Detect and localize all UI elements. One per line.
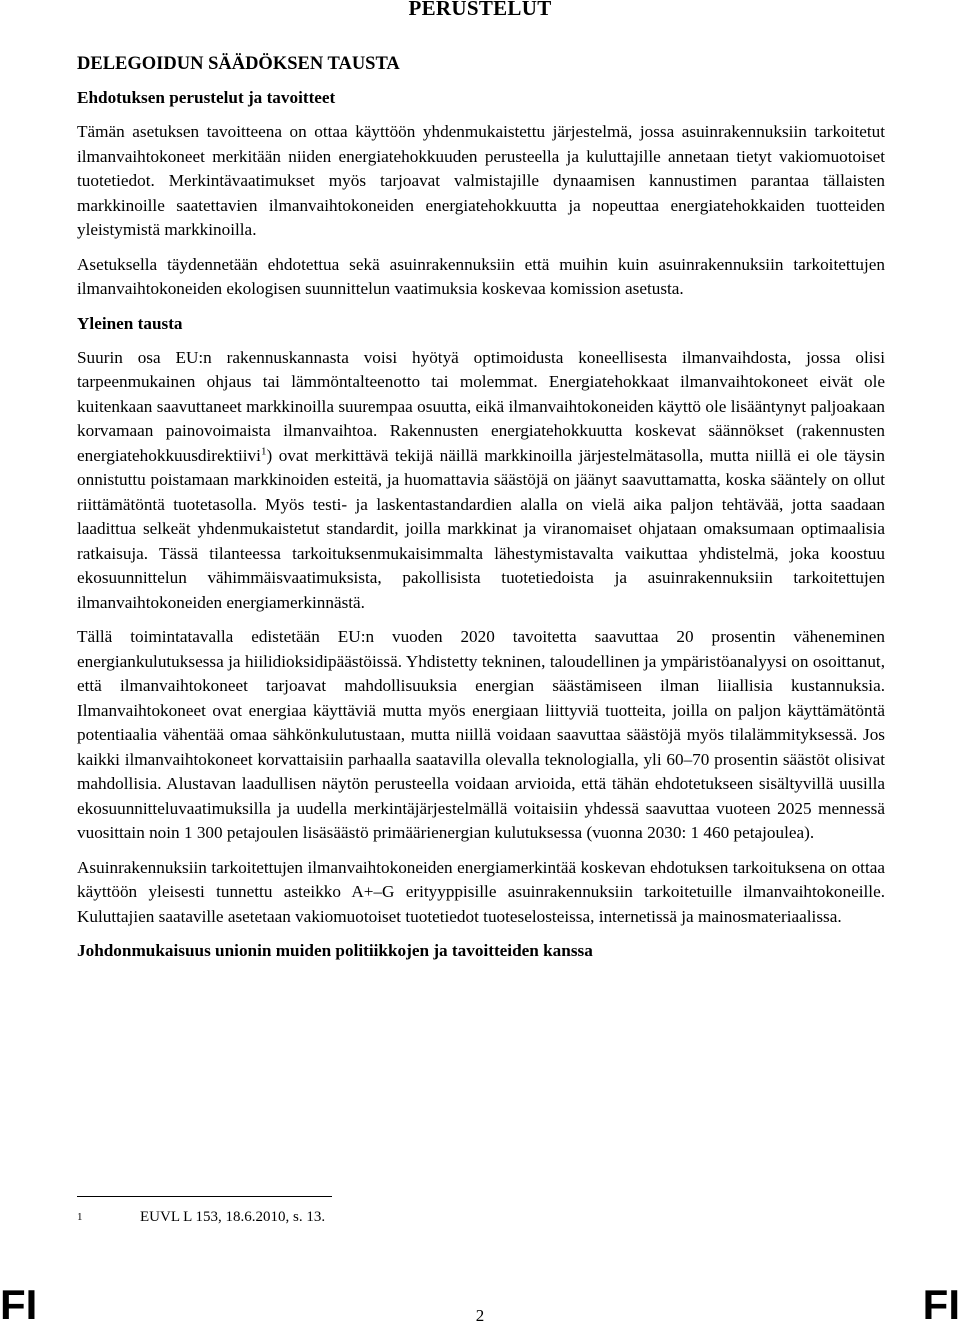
- paragraph-background-1-start: Suurin osa EU:n rakennuskannasta voisi hyötyä optimoidusta koneellisesta ilmanvaihdosta, jossa olisi tarpeenmukainen ohjaus tai lämmöntalteenotto tai molemmat. Energiatehokkaat ilmanvaihtokoneet eivät ole kuitenkaan saavuttaneet markkinoilla suurempaa osuutta, eikä ilmanvaihtokoneiden käyttö ole lisääntynyt paljoakaan korvamaan painovoimaista ilmanvaihtoa. Rakennusten energiatehokkuutta koskevat säännökset (rakennusten energiatehokkuusdirektiivi: [77, 347, 885, 465]
- paragraph-objectives-1: Tämän asetuksen tavoitteena on ottaa käyttöön yhdenmukaistettu järjestelmä, jossa asuinrakennuksiin tarkoitetut ilmanvaihtokoneet merkitään niiden energiatehokkuuden perusteella ja kuluttajille annetaan tietyt vakiomuotoiset tuotetiedot. Merkintävaatimukset myös tarjoavat valmistajille dynaamisen kannustimen parantaa tällaisten markkinoille saatettavien ilmanvaihtokoneiden energiatehokkuutta ja nopeuttaa energiatehokkaiden tuotteiden yleistymistä markkinoilla.: [77, 122, 885, 239]
- paragraph-background-3: Asuinrakennuksiin tarkoitettujen ilmanvaihtokoneiden energiamerkintää koskevan ehdotuksen tarkoituksena on ottaa käyttöön yleisesti tunnettu asteikko A+–G erityyppisille asuinrakennuksiin tarkoitetuille ilmanvaihtokoneille. Kuluttajien saataville asetetaan vakiomuotoiset tuotetiedot tuoteselosteissa, internetissä ja mainosmateriaalissa.: [77, 857, 885, 926]
- footnote-divider: [77, 1196, 332, 1197]
- footer-language-left: FI: [0, 1281, 38, 1328]
- header-title: PERUSTELUT: [408, 0, 552, 20]
- subsection-title-consistency: Johdonmukaisuus unionin muiden politiikkojen ja tavoitteiden kanssa: [77, 941, 593, 960]
- section-title: DELEGOIDUN SÄÄDÖKSEN TAUSTA: [77, 54, 400, 74]
- footnote-number: 1: [77, 1211, 83, 1223]
- subsection-title-background: Yleinen tausta: [77, 313, 183, 333]
- page-header: [0, 0, 960, 21]
- page-number: 2: [475, 1306, 485, 1325]
- footnote-text: EUVL L 153, 18.6.2010, s. 13.: [140, 1209, 326, 1225]
- footnote: [77, 1208, 677, 1226]
- document-body: [77, 52, 885, 973]
- paragraph-background-1-end: ) ovat merkittävä tekijä näillä markkinoilla järjestelmätasolla, mutta niillä ei ole täysin onnistuttu poistamaan markkinoiden esteitä, ja huomattavia säästöjä on jäänyt saavuttamatta, koska sääntely on ollut riittämätöntä tuotetasolla. Myös testi- ja laskentastandardien alalla on vielä aika paljon tehtävää, jotta saadaan laadittua selkeät yhdenmukaistetut standardit, joilla markkinat ja viranomaiset ohjataan omaksumaan optimaalisia ratkaisuja. Tässä tilanteessa tarkoituksenmukaisimmalta lähestymistavalta vaikuttaa yhdistelmä, joka koostuu ekosuunnittelun vähimmäisvaatimuksista, pakollisista tuotetiedoista ja asuinrakennuksiin tarkoitettujen ilmanvaihtokoneiden energiamerkinnästä.: [77, 445, 885, 612]
- paragraph-background-2: Tällä toimintatavalla edistetään EU:n vuoden 2020 tavoitetta saavuttaa 20 prosentin väheneminen energiankulutuksessa ja hiilidioksidipäästöissä. Yhdistetty tekninen, taloudellinen ja ympäristöanalyysi on osoittanut, että ilmanvaihtokoneet tarjoavat mahdollisuuksia energian säästämiseen ilman liiallisia kustannuksia. Ilmanvaihtokoneet ovat energiaa käyttäviä mutta myös energiaan liittyviä tuotteita, joilla on paljon käyttämätöntä potentiaalia vähentää omaa sähkönkulutustaan, mutta niillä voidaan saavuttaa säästöjä myös tilalämmityksessä. Jos kaikki ilmanvaihtokoneet korvattaisiin parhaalla saatavilla olevalla teknologialla, yli 60–70 prosentin säästöt olisivat mahdollisia. Alustavan laadullisen näytön perusteella voidaan arvioida, että tähän ehdotetukseen sisältyvillä uusilla ekosuunnitteluvaatimuksilla ja uudella merkintäjärjestelmällä voitaisiin yhdessä saavuttaa vuoteen 2025 mennessä vuosittain noin 1 300 petajoulen lisäsäästö primäärienergian kulutuksessa (vuonna 2030: 1 460 petajoulea).: [77, 627, 885, 842]
- subsection-title-objectives: Ehdotuksen perustelut ja tavoitteet: [77, 88, 336, 107]
- paragraph-objectives-2: Asetuksella täydennetään ehdotettua sekä asuinrakennuksiin että muihin kuin asuinrakennuksiin tarkoitettujen ilmanvaihtokoneiden ekologisen suunnittelun vaatimuksia koskevaa komission asetusta.: [77, 254, 885, 298]
- footnote-reference: 1: [260, 444, 267, 457]
- paragraph-background-1: [77, 346, 885, 616]
- footer-language-right: FI: [922, 1281, 960, 1328]
